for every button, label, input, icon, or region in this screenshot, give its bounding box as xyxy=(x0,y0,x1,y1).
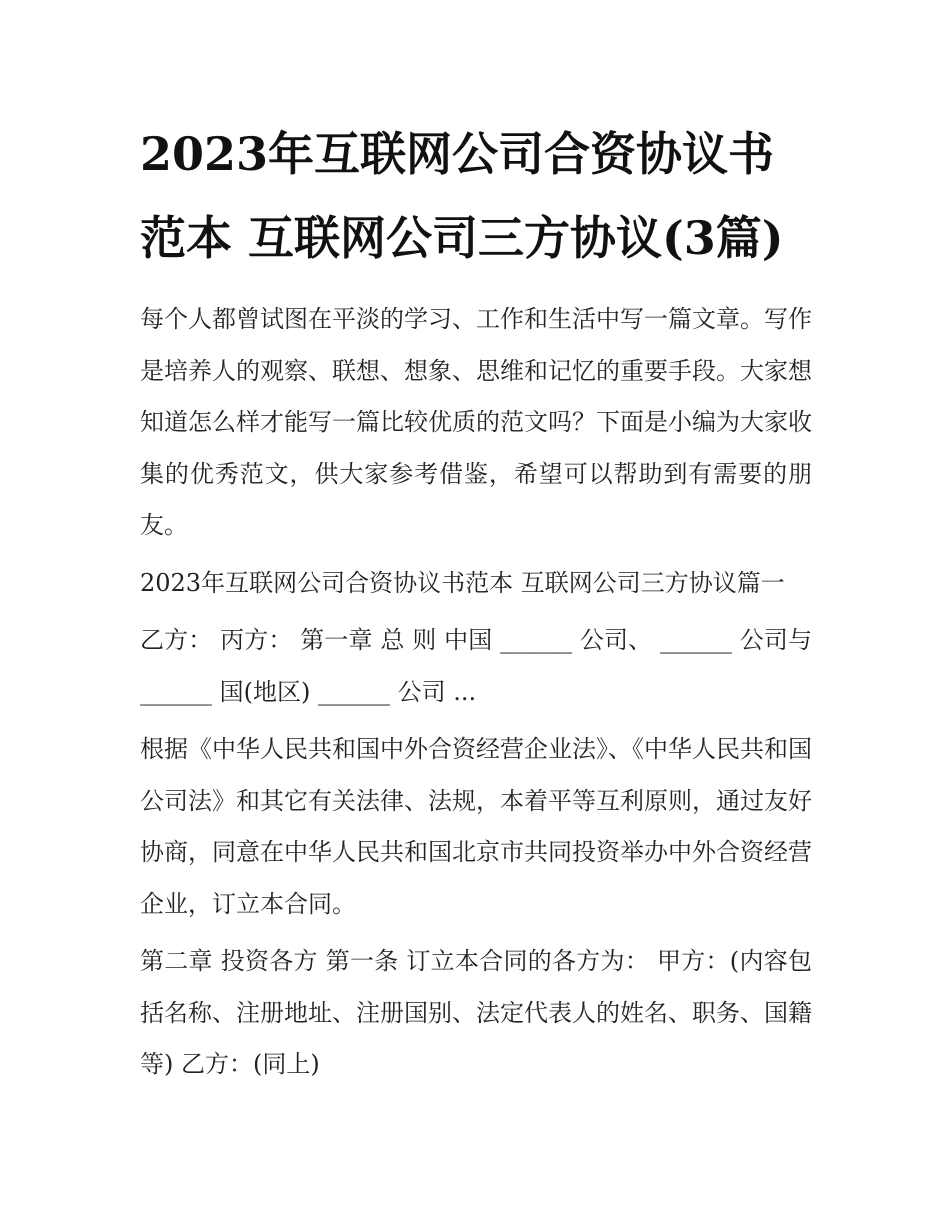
section-heading-paragraph: 2023年互联网公司合资协议书范本 互联网公司三方协议篇一 xyxy=(140,568,785,597)
legal-basis-paragraph: 根据《中华人民共和国中外合资经营企业法》、《中华人民共和国公司法》和其它有关法律、法规，本着平等互利原则，通过友好协商，同意在中华人民共和国北京市共同投资举办中外合资经营企业，订立本合同。 xyxy=(140,735,812,918)
parties-paragraph: 乙方： 丙方： 第一章 总 则 中国 ______ 公司、 ______ 公司与 ______ 国(地区) ______ 公司 ... xyxy=(140,626,812,706)
chapter-two-paragraph: 第二章 投资各方 第一条 订立本合同的各方为： 甲方：(内容包括名称、注册地址、注册国别、法定代表人的姓名、职务、国籍等) 乙方：(同上) xyxy=(140,947,812,1078)
document-title: 2023年互联网公司合资协议书范本 互联网公司三方协议(3篇) xyxy=(140,127,784,265)
document-body xyxy=(140,112,812,1091)
intro-paragraph: 每个人都曾试图在平淡的学习、工作和生活中写一篇文章。写作是培养人的观察、联想、想象、思维和记忆的重要手段。大家想知道怎么样才能写一篇比较优质的范文吗？下面是小编为大家收集的优秀范文，供大家参考借鉴，希望可以帮助到有需要的朋友。 xyxy=(140,305,812,539)
